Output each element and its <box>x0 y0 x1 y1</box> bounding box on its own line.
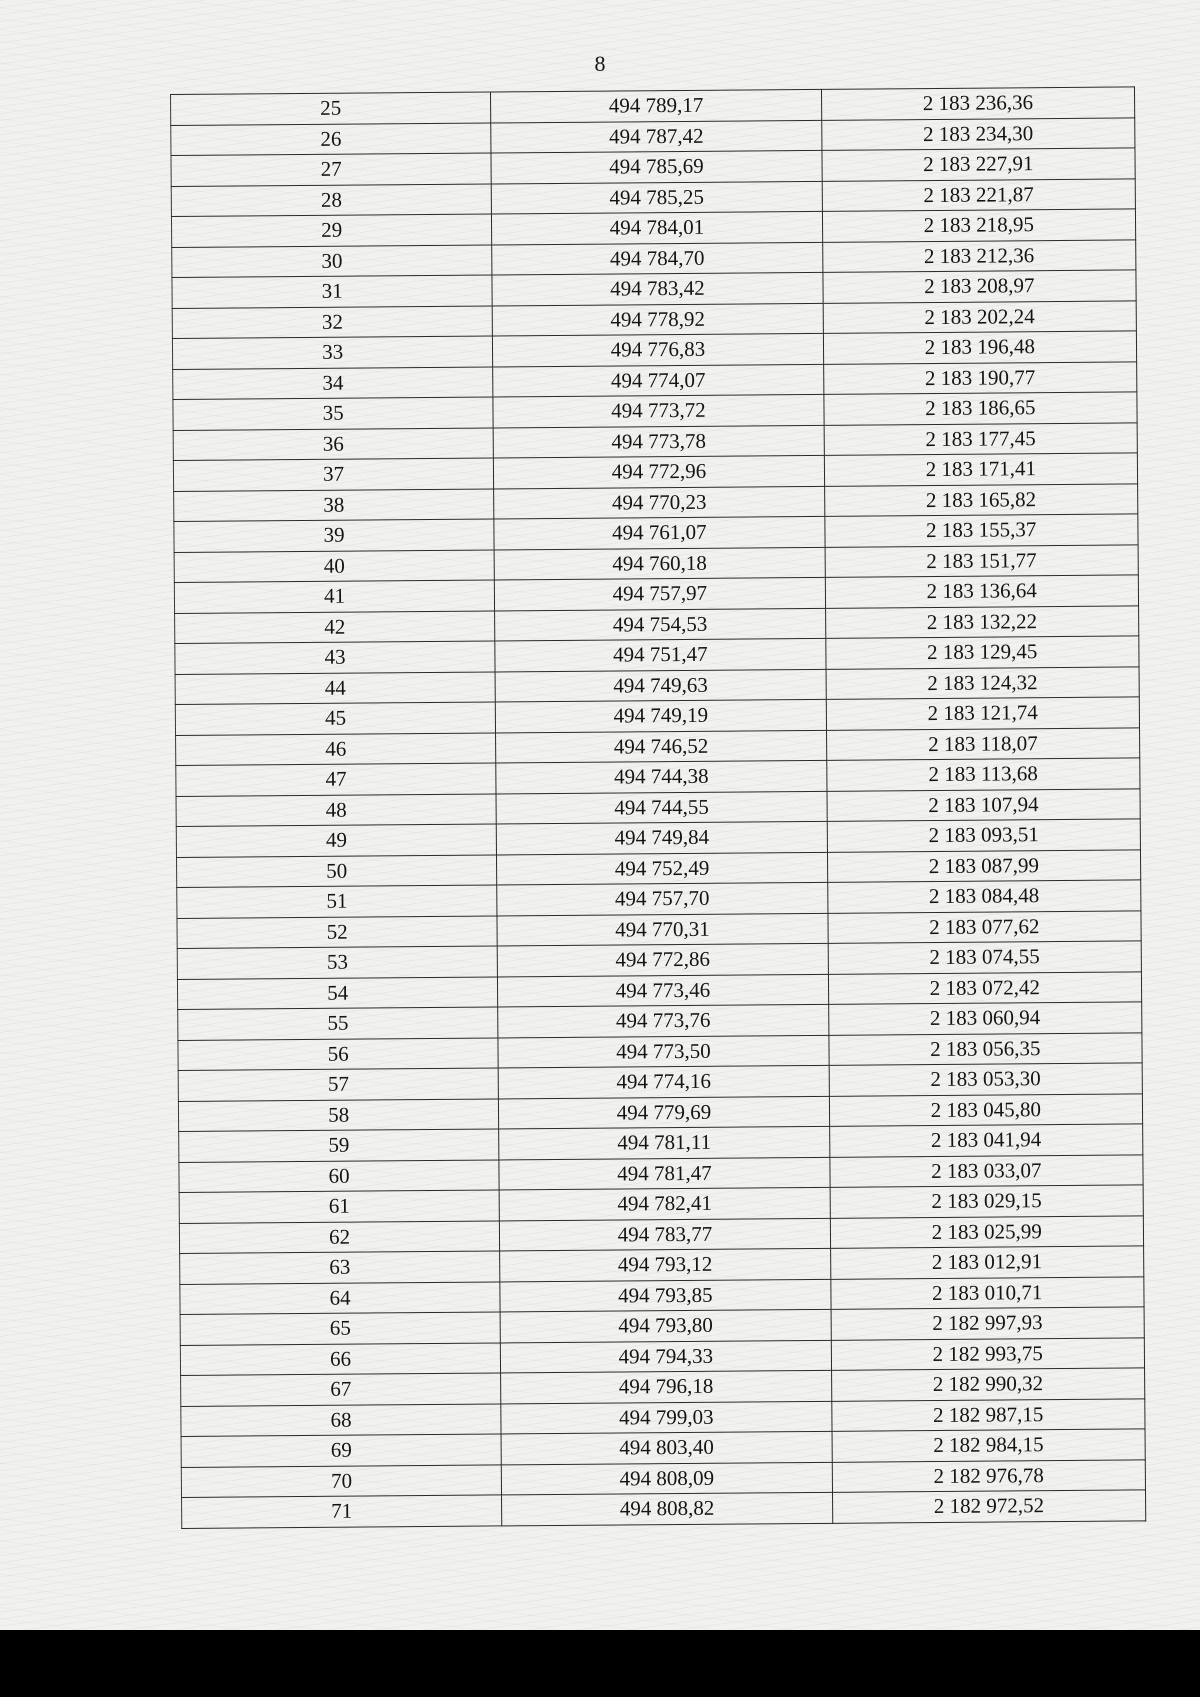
coordinates-table <box>170 86 1146 1528</box>
point-number-cell: 32 <box>172 305 492 338</box>
x-coordinate-cell: 494 793,85 <box>500 1279 831 1312</box>
point-number-cell: 67 <box>181 1373 501 1406</box>
y-coordinate-cell: 2 183 136,64 <box>825 575 1139 608</box>
coordinates-table-body <box>171 87 1146 1528</box>
x-coordinate-cell: 494 799,03 <box>501 1401 832 1434</box>
x-coordinate-cell: 494 785,25 <box>491 181 822 214</box>
table-row <box>182 1490 1146 1528</box>
y-coordinate-cell: 2 183 227,91 <box>822 148 1136 181</box>
y-coordinate-cell: 2 183 132,22 <box>825 605 1139 638</box>
x-coordinate-cell: 494 784,70 <box>492 242 823 275</box>
x-coordinate-cell: 494 749,19 <box>496 699 827 732</box>
x-coordinate-cell: 494 784,01 <box>492 211 823 244</box>
point-number-cell: 61 <box>179 1190 499 1223</box>
point-number-cell: 46 <box>176 732 496 765</box>
point-number-cell: 51 <box>177 885 497 918</box>
x-coordinate-cell: 494 754,53 <box>495 608 826 641</box>
point-number-cell: 41 <box>174 580 494 613</box>
point-number-cell: 58 <box>178 1098 498 1131</box>
point-number-cell: 54 <box>177 976 497 1009</box>
point-number-cell: 25 <box>171 92 491 125</box>
y-coordinate-cell: 2 183 208,97 <box>823 270 1137 303</box>
x-coordinate-cell: 494 773,50 <box>498 1035 829 1068</box>
x-coordinate-cell: 494 751,47 <box>495 638 826 671</box>
x-coordinate-cell: 494 746,52 <box>496 730 827 763</box>
point-number-cell: 47 <box>176 763 496 796</box>
point-number-cell: 29 <box>171 214 491 247</box>
x-coordinate-cell: 494 774,16 <box>498 1065 829 1098</box>
y-coordinate-cell: 2 183 029,15 <box>830 1185 1144 1218</box>
x-coordinate-cell: 494 783,42 <box>492 272 823 305</box>
point-number-cell: 26 <box>171 122 491 155</box>
y-coordinate-cell: 2 183 113,68 <box>826 758 1140 791</box>
point-number-cell: 40 <box>174 549 494 582</box>
point-number-cell: 66 <box>180 1342 500 1375</box>
x-coordinate-cell: 494 781,11 <box>499 1126 830 1159</box>
y-coordinate-cell: 2 183 010,71 <box>830 1276 1144 1309</box>
x-coordinate-cell: 494 773,76 <box>498 1004 829 1037</box>
point-number-cell: 50 <box>176 854 496 887</box>
x-coordinate-cell: 494 749,84 <box>497 821 828 854</box>
y-coordinate-cell: 2 183 107,94 <box>827 788 1141 821</box>
x-coordinate-cell: 494 757,97 <box>495 577 826 610</box>
x-coordinate-cell: 494 783,77 <box>500 1218 831 1251</box>
y-coordinate-cell: 2 183 202,24 <box>823 300 1137 333</box>
scan-bottom-border <box>0 1630 1200 1697</box>
y-coordinate-cell: 2 183 087,99 <box>827 849 1141 882</box>
y-coordinate-cell: 2 183 121,74 <box>826 697 1140 730</box>
x-coordinate-cell: 494 749,63 <box>495 669 826 702</box>
x-coordinate-cell: 494 794,33 <box>501 1340 832 1373</box>
point-number-cell: 45 <box>175 702 495 735</box>
point-number-cell: 27 <box>171 153 491 186</box>
x-coordinate-cell: 494 744,38 <box>496 760 827 793</box>
y-coordinate-cell: 2 183 221,87 <box>822 178 1136 211</box>
point-number-cell: 63 <box>180 1251 500 1284</box>
x-coordinate-cell: 494 793,80 <box>500 1309 831 1342</box>
x-coordinate-cell: 494 781,47 <box>499 1157 830 1190</box>
y-coordinate-cell: 2 182 993,75 <box>831 1337 1145 1370</box>
y-coordinate-cell: 2 183 118,07 <box>826 727 1140 760</box>
y-coordinate-cell: 2 183 236,36 <box>821 87 1135 120</box>
x-coordinate-cell: 494 773,78 <box>493 425 824 458</box>
point-number-cell: 42 <box>175 610 495 643</box>
y-coordinate-cell: 2 183 012,91 <box>830 1246 1144 1279</box>
point-number-cell: 65 <box>180 1312 500 1345</box>
point-number-cell: 43 <box>175 641 495 674</box>
point-number-cell: 57 <box>178 1068 498 1101</box>
x-coordinate-cell: 494 789,17 <box>491 89 822 122</box>
y-coordinate-cell: 2 183 190,77 <box>823 361 1137 394</box>
x-coordinate-cell: 494 773,46 <box>498 974 829 1007</box>
y-coordinate-cell: 2 183 218,95 <box>822 209 1136 242</box>
y-coordinate-cell: 2 183 186,65 <box>823 392 1137 425</box>
point-number-cell: 71 <box>182 1495 502 1528</box>
y-coordinate-cell: 2 182 976,78 <box>832 1459 1146 1492</box>
y-coordinate-cell: 2 182 987,15 <box>831 1398 1145 1431</box>
x-coordinate-cell: 494 744,55 <box>496 791 827 824</box>
point-number-cell: 53 <box>177 946 497 979</box>
x-coordinate-cell: 494 770,23 <box>494 486 825 519</box>
x-coordinate-cell: 494 778,92 <box>492 303 823 336</box>
y-coordinate-cell: 2 183 212,36 <box>822 239 1136 272</box>
y-coordinate-cell: 2 183 056,35 <box>829 1032 1143 1065</box>
x-coordinate-cell: 494 796,18 <box>501 1370 832 1403</box>
x-coordinate-cell: 494 773,72 <box>493 394 824 427</box>
x-coordinate-cell: 494 787,42 <box>491 120 822 153</box>
x-coordinate-cell: 494 808,82 <box>502 1492 833 1525</box>
y-coordinate-cell: 2 183 093,51 <box>827 819 1141 852</box>
y-coordinate-cell: 2 183 234,30 <box>821 117 1135 150</box>
x-coordinate-cell: 494 785,69 <box>491 150 822 183</box>
y-coordinate-cell: 2 182 997,93 <box>831 1307 1145 1340</box>
x-coordinate-cell: 494 782,41 <box>499 1187 830 1220</box>
point-number-cell: 48 <box>176 793 496 826</box>
y-coordinate-cell: 2 183 033,07 <box>829 1154 1143 1187</box>
point-number-cell: 49 <box>176 824 496 857</box>
point-number-cell: 36 <box>173 427 493 460</box>
y-coordinate-cell: 2 182 984,15 <box>832 1429 1146 1462</box>
y-coordinate-cell: 2 183 084,48 <box>827 880 1141 913</box>
point-number-cell: 30 <box>172 244 492 277</box>
y-coordinate-cell: 2 183 074,55 <box>828 941 1142 974</box>
x-coordinate-cell: 494 772,96 <box>494 455 825 488</box>
y-coordinate-cell: 2 183 151,77 <box>825 544 1139 577</box>
x-coordinate-cell: 494 752,49 <box>497 852 828 885</box>
point-number-cell: 56 <box>178 1037 498 1070</box>
point-number-cell: 52 <box>177 915 497 948</box>
x-coordinate-cell: 494 774,07 <box>493 364 824 397</box>
x-coordinate-cell: 494 776,83 <box>493 333 824 366</box>
y-coordinate-cell: 2 183 171,41 <box>824 453 1138 486</box>
y-coordinate-cell: 2 183 025,99 <box>830 1215 1144 1248</box>
point-number-cell: 68 <box>181 1403 501 1436</box>
y-coordinate-cell: 2 183 165,82 <box>824 483 1138 516</box>
y-coordinate-cell: 2 183 072,42 <box>828 971 1142 1004</box>
y-coordinate-cell: 2 182 972,52 <box>832 1490 1146 1523</box>
point-number-cell: 35 <box>173 397 493 430</box>
x-coordinate-cell: 494 770,31 <box>497 913 828 946</box>
point-number-cell: 38 <box>174 488 494 521</box>
point-number-cell: 55 <box>178 1007 498 1040</box>
x-coordinate-cell: 494 757,70 <box>497 882 828 915</box>
y-coordinate-cell: 2 183 077,62 <box>828 910 1142 943</box>
point-number-cell: 62 <box>179 1220 499 1253</box>
x-coordinate-cell: 494 772,86 <box>497 943 828 976</box>
point-number-cell: 59 <box>179 1129 499 1162</box>
y-coordinate-cell: 2 183 053,30 <box>829 1063 1143 1096</box>
x-coordinate-cell: 494 793,12 <box>500 1248 831 1281</box>
x-coordinate-cell: 494 803,40 <box>501 1431 832 1464</box>
point-number-cell: 60 <box>179 1159 499 1192</box>
point-number-cell: 28 <box>171 183 491 216</box>
point-number-cell: 39 <box>174 519 494 552</box>
point-number-cell: 70 <box>181 1464 501 1497</box>
y-coordinate-cell: 2 183 124,32 <box>826 666 1140 699</box>
point-number-cell: 33 <box>172 336 492 369</box>
y-coordinate-cell: 2 183 155,37 <box>824 514 1138 547</box>
x-coordinate-cell: 494 761,07 <box>494 516 825 549</box>
point-number-cell: 37 <box>173 458 493 491</box>
y-coordinate-cell: 2 183 129,45 <box>825 636 1139 669</box>
y-coordinate-cell: 2 183 060,94 <box>828 1002 1142 1035</box>
point-number-cell: 31 <box>172 275 492 308</box>
y-coordinate-cell: 2 182 990,32 <box>831 1368 1145 1401</box>
point-number-cell: 64 <box>180 1281 500 1314</box>
y-coordinate-cell: 2 183 041,94 <box>829 1124 1143 1157</box>
point-number-cell: 34 <box>173 366 493 399</box>
y-coordinate-cell: 2 183 177,45 <box>824 422 1138 455</box>
point-number-cell: 44 <box>175 671 495 704</box>
x-coordinate-cell: 494 760,18 <box>494 547 825 580</box>
point-number-cell: 69 <box>181 1434 501 1467</box>
page-number: 8 <box>594 51 606 76</box>
y-coordinate-cell: 2 183 045,80 <box>829 1093 1143 1126</box>
x-coordinate-cell: 494 808,09 <box>502 1462 833 1495</box>
x-coordinate-cell: 494 779,69 <box>499 1096 830 1129</box>
y-coordinate-cell: 2 183 196,48 <box>823 331 1137 364</box>
